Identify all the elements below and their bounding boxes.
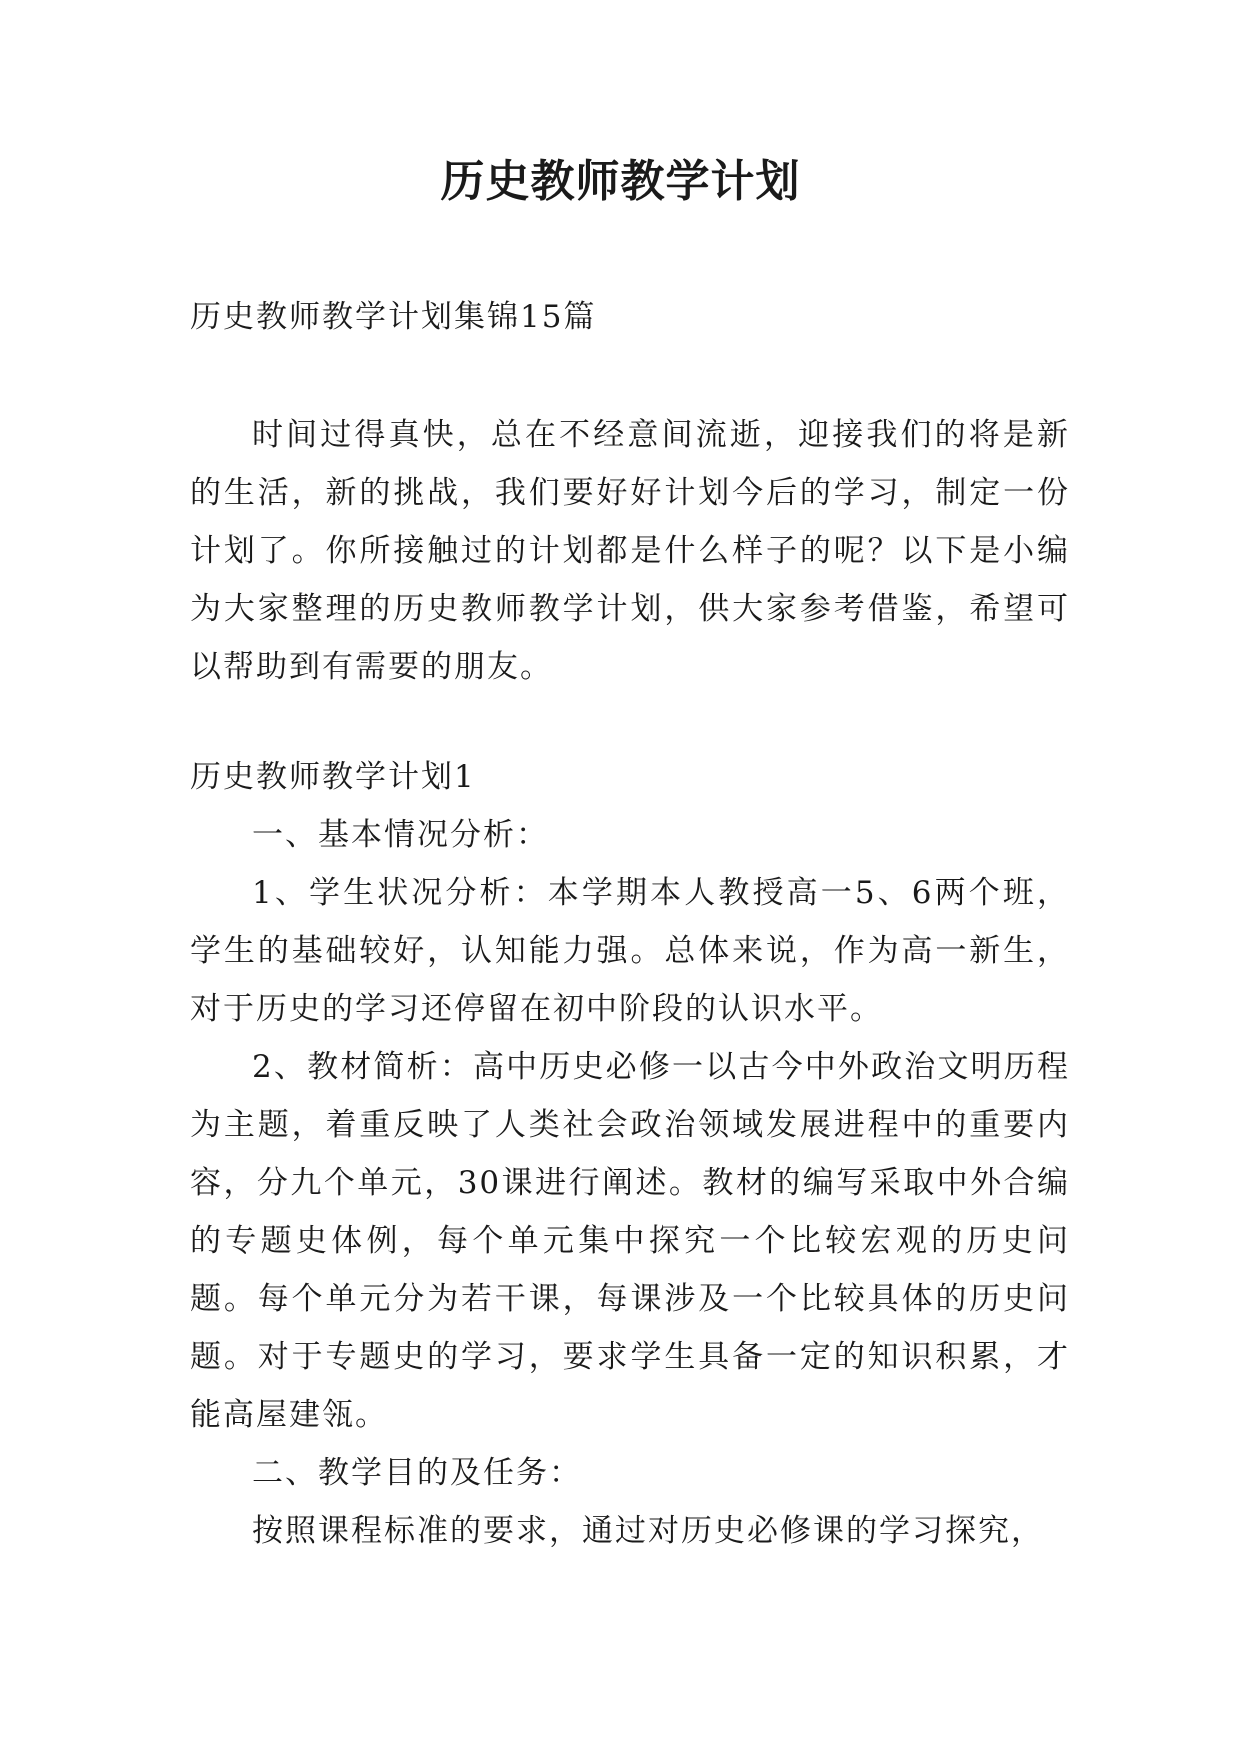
paragraph-textbook-analysis: 2、教材简析：高中历史必修一以古今中外政治文明历程为主题，着重反映了人类社会政治领域发展进程中的重要内容，分九个单元，30课进行阐述。教材的编写采取中外合编的专题史体例，每个单元集中探究一个比较宏观的历史问题。每个单元分为若干课，每课涉及一个比较具体的历史问题。对于专题史的学习，要求学生具备一定的知识积累，才能高屋建瓴。 [190,1049,1070,1433]
intro-paragraph: 时间过得真快，总在不经意间流逝，迎接我们的将是新的生活，新的挑战，我们要好好计划今后的学习，制定一份计划了。你所接触过的计划都是什么样子的呢？以下是小编为大家整理的历史教师教学计划，供大家参考借鉴，希望可以帮助到有需要的朋友。 [190,417,1070,685]
section-heading-basic-analysis: 一、基本情况分析： [252,817,549,853]
section-title: 历史教师教学计划1 [190,759,476,795]
document-title: 历史教师教学计划 [440,156,801,207]
section-heading-teaching-goals: 二、教学目的及任务： [252,1455,582,1491]
document-subtitle: 历史教师教学计划集锦15篇 [190,299,597,335]
paragraph-student-analysis: 1、学生状况分析：本学期本人教授高一5、6两个班，学生的基础较好，认知能力强。总体来说，作为高一新生，对于历史的学习还停留在初中阶段的认识水平。 [190,875,1070,1027]
document-body [190,288,1070,1560]
paragraph-teaching-goals: 按照课程标准的要求，通过对历史必修课的学习探究， [252,1513,1044,1549]
